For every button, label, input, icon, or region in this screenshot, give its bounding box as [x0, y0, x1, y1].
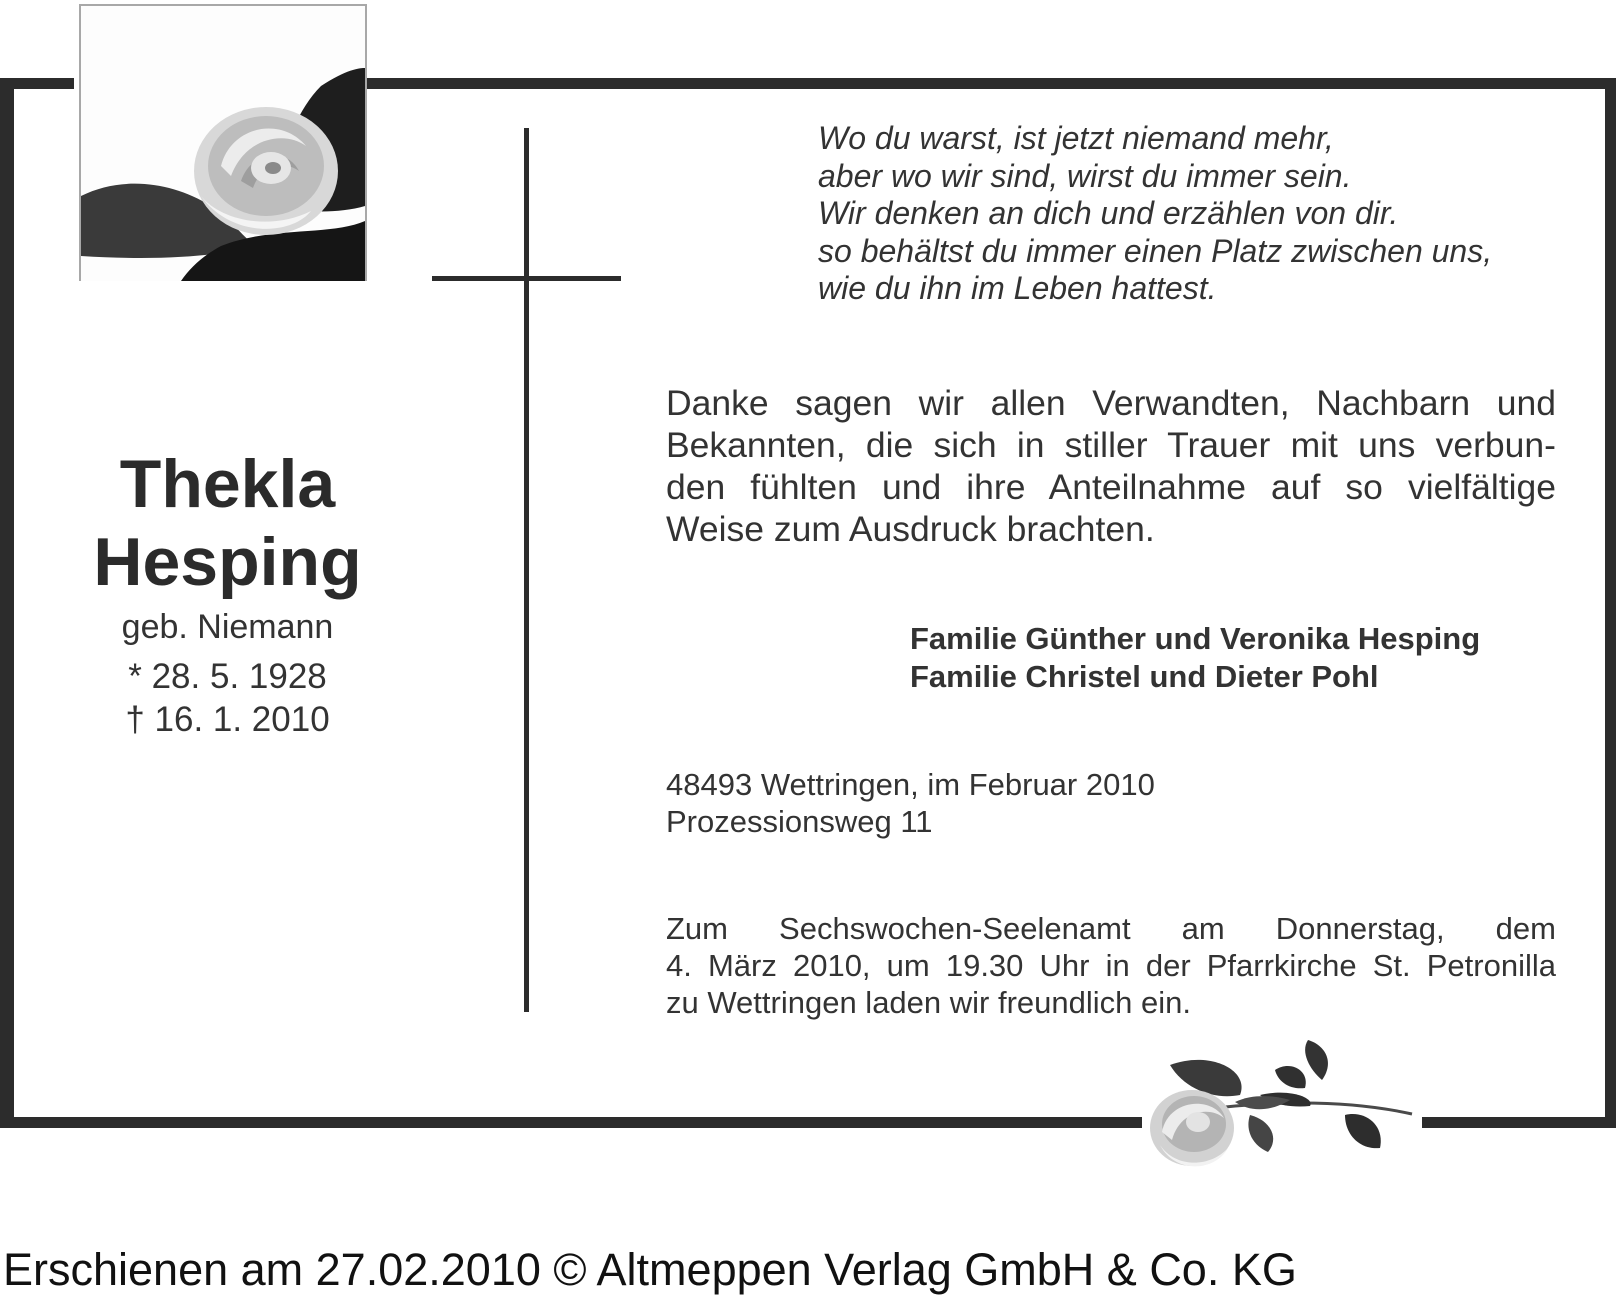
maiden-name: geb. Niemann — [121, 608, 334, 646]
poem-line: wie du ihn im Leben hattest. — [818, 270, 1217, 306]
thanks-line: den fühlten und ihre Anteilnahme auf so vielfältige — [666, 467, 1556, 507]
mass-line: Zum Sechswochen-Seelenamt am Donnerstag, dem — [666, 911, 1556, 946]
address-line: 48493 Wettringen, im Februar 2010 — [666, 767, 1155, 802]
signer-family: Familie Christel und Dieter Pohl — [910, 659, 1379, 694]
birth-date: * 28. 5. 1928 — [128, 657, 327, 696]
address-line: Prozessionsweg 11 — [666, 804, 933, 839]
signer-family: Familie Günther und Veronika Hesping — [910, 621, 1481, 656]
last-name: Hesping — [93, 524, 362, 600]
thanks-line: Weise zum Ausdruck brachten. — [666, 509, 1155, 549]
cross-icon — [524, 128, 529, 1012]
mass-announcement — [666, 910, 1556, 1021]
deceased-info — [40, 445, 415, 741]
mass-line: zu Wettringen laden wir freundlich ein. — [666, 985, 1191, 1020]
signers — [910, 620, 1570, 696]
rose-stem-icon — [1140, 1040, 1420, 1190]
publication-footer: Erschienen am 27.02.2010 © Altmeppen Verlag GmbH & Co. KG — [3, 1244, 1297, 1295]
poem-line: aber wo wir sind, wirst du immer sein. — [818, 157, 1352, 194]
thanks-paragraph — [666, 382, 1556, 550]
poem-line: so behältst du immer einen Platz zwischen uns, — [818, 232, 1493, 269]
cross-bar — [432, 276, 621, 281]
thanks-line: Bekannten, die sich in stiller Trauer mit uns verbun- — [666, 425, 1556, 465]
poem-line: Wo du warst, ist jetzt niemand mehr, — [818, 120, 1334, 156]
mass-line: 4. März 2010, um 19.30 Uhr in der Pfarrkirche St. Petronilla — [666, 948, 1556, 983]
death-date: † 16. 1. 2010 — [125, 700, 330, 739]
poem-line: Wir denken an dich und erzählen von dir. — [818, 195, 1399, 231]
thanks-line: Danke sagen wir allen Verwandten, Nachbarn und — [666, 383, 1556, 423]
rose-photo-icon — [79, 4, 367, 281]
first-name: Thekla — [119, 446, 336, 522]
address — [666, 766, 1526, 840]
memorial-poem — [818, 120, 1578, 308]
